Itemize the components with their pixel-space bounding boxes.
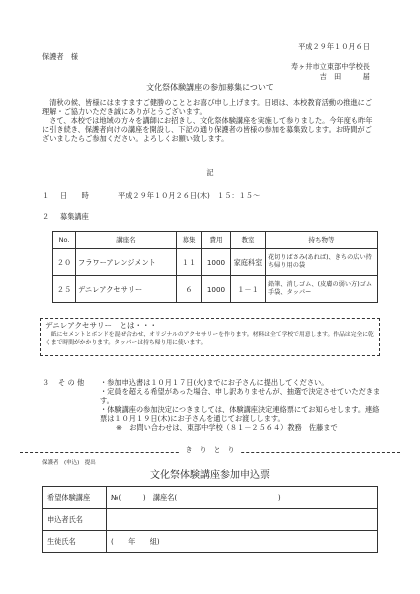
row-items: 花切りばさみ(あれば)、きちの広い持ち帰り用の袋 — [266, 249, 378, 276]
ki-heading: 記 — [206, 168, 214, 177]
form-label: 希望体験講座 — [43, 487, 107, 509]
row-items: 鉛筆、消しゴム、(皮膚の弱い方)ゴム手袋、タッパー — [266, 276, 378, 303]
body-paragraph: 清秋の候、皆様にはますますご健勝のこととお喜び申し上げます。日頃は、本校教育活動の推進にご理解・ご協力いただき誠にありがとうございます。 — [42, 98, 373, 116]
item3-bullets — [100, 378, 382, 432]
row-fee: 1000 — [202, 249, 231, 276]
form-row — [43, 487, 378, 509]
bullet: ・参加申込書は１０月１７日(火)までにお子さんに提出してください。 — [100, 378, 329, 387]
row-no: ２０ — [53, 249, 76, 276]
contact-note: ※ お問い合わせは、東部中学校（８１－２５６４）教務 佐藤まで — [116, 423, 338, 432]
form-label: 申込者氏名 — [43, 509, 107, 531]
row-name: フラワーアレンジメント — [76, 249, 177, 276]
applicant-name-field[interactable] — [107, 509, 378, 531]
sender-org: 寿ヶ井市立東部中学校長 — [290, 62, 370, 71]
col-room: 教室 — [231, 232, 266, 249]
table-row — [53, 249, 378, 276]
form-row — [43, 509, 378, 531]
document-title: 文化祭体験講座の参加募集について — [146, 83, 274, 92]
info-box-title: デニレアクセサリー とは・・・ — [45, 321, 157, 330]
form-title: 文化祭体験講座参加申込票 — [150, 470, 270, 481]
table-header-row — [53, 232, 378, 249]
student-name-field[interactable]: ( 年 組) — [107, 531, 378, 553]
body-text — [42, 98, 378, 143]
row-name: デニレアクセサリー — [76, 276, 177, 303]
col-capacity: 募集 — [177, 232, 202, 249]
col-no: No. — [53, 232, 76, 249]
application-form — [42, 486, 378, 553]
body-paragraph: さて、本校では地域の方々を講師にお招きし、文化祭体験講座を実施して参りました。今年度も昨年に引き続き、保護者向けの講座を開設し、下記の通り保護者の皆様の参加を募集致します。お時間がございましたらご参加ください。よろしくお願い致します。 — [42, 116, 373, 143]
col-fee: 費用 — [202, 232, 231, 249]
item1-value: 平成２９年１０月２６日(木) １５：１５～ — [118, 191, 261, 200]
row-room: １－１ — [231, 276, 266, 303]
row-no: ２５ — [53, 276, 76, 303]
table-row — [53, 276, 378, 303]
recipient: 保護者 様 — [42, 52, 78, 61]
bullet: ・定員を超える希望があった場合、申し訳ありませんが、抽選で決定させていただきます。 — [100, 387, 381, 405]
form-row — [43, 531, 378, 553]
course-choice-field[interactable]: №( ) 講座名( ) — [107, 487, 378, 509]
row-capacity: １１ — [177, 249, 202, 276]
form-header-note: 保護者 (申込) 提出 — [42, 460, 96, 466]
item3-label: そ の 他 — [58, 378, 85, 387]
form-label: 生徒氏名 — [43, 531, 107, 553]
col-name: 講座名 — [76, 232, 177, 249]
row-room: 家庭科室 — [231, 249, 266, 276]
cut-line-label: き り と り — [180, 446, 240, 455]
item1-label: 日 時 — [60, 191, 89, 200]
item1-num: １ — [42, 191, 50, 200]
document-date: 平成２９年１０月６日 — [298, 42, 370, 51]
item3-num: ３ — [42, 378, 50, 387]
row-capacity: ６ — [177, 276, 202, 303]
row-fee: 1000 — [202, 276, 231, 303]
bullet: ・体験講座の参加決定につきましては、体験講座決定連絡票にてお知らせします。連絡票は１０月１９日(木)にお子さんを通じてお渡しします。 — [100, 405, 380, 423]
sender-name: 吉 田 届 — [319, 72, 370, 81]
item2-label: 募集講座 — [60, 212, 89, 221]
info-box — [40, 318, 380, 356]
col-items: 持ち物等 — [266, 232, 378, 249]
info-box-text: 紙にセメントとボンドを混ぜ合わせ、オリジナルのアクセサリーを作ります。材料は全て学校で用意します。作品は完全に乾くまで時間がかかります。タッパーは持ち帰り用に使います。 — [45, 332, 374, 346]
course-table — [52, 231, 378, 303]
item2-num: ２ — [42, 212, 50, 221]
